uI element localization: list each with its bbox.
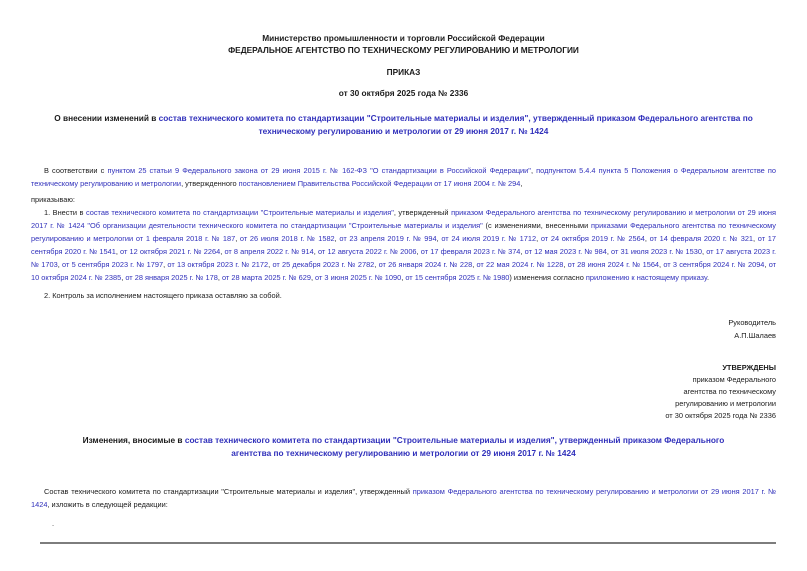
text-run: , — [764, 260, 769, 269]
text-run: 1. Внести в — [44, 208, 86, 217]
document-link[interactable]: от 26 июля 2018 г. № 1582 — [239, 234, 335, 243]
text-run: , — [659, 260, 664, 269]
approval-stamp: УТВЕРЖДЕНЫ — [722, 363, 776, 372]
text-run: , — [235, 234, 240, 243]
text-run: , — [313, 247, 318, 256]
text-run: , — [536, 234, 541, 243]
document-link[interactable]: от 12 августа 2022 г. № 2006 — [317, 247, 417, 256]
document-type: ПРИКАЗ — [386, 67, 421, 77]
agency-name: ФЕДЕРАЛЬНОЕ АГЕНТСТВО ПО ТЕХНИЧЕСКОМУ РЕГУЛИРОВАНИЮ И МЕТРОЛОГИИ — [228, 45, 579, 55]
text-run: , — [401, 273, 406, 282]
document-link[interactable]: от 25 декабря 2023 г. № 2782 — [272, 260, 375, 269]
annex-title — [31, 434, 776, 460]
document-date-number: от 30 октября 2025 года № 2336 — [338, 88, 469, 98]
text-run: , — [310, 273, 316, 282]
text-run: Состав технического комитета по стандартизации "Строительные материалы и изделия", утвержденный — [44, 487, 413, 496]
document-link[interactable]: от 31 июля 2023 г. № 1530 — [611, 247, 702, 256]
table-top-border — [40, 542, 776, 544]
text-run: , — [520, 179, 523, 188]
text-run: , — [374, 260, 379, 269]
document-link[interactable]: от 17 февраля 2023 г. № 374 — [420, 247, 521, 256]
text-run: , — [217, 273, 222, 282]
document-link[interactable]: от 10 октября 2024 г. № 2385 — [31, 260, 777, 282]
document-header — [31, 32, 776, 56]
text-run: , утвержденный — [393, 208, 452, 217]
text-run: , — [520, 247, 525, 256]
document-link[interactable]: приказом Федерального агентства по техническому регулированию и метрологии от 29 июня 2017 г. № 1424 "Об организации деятельности технического комитета по стандартизации "Строительные материалы и изделия" — [31, 208, 776, 230]
text-run: , утвержденного — [181, 179, 239, 188]
document-link[interactable]: от 22 мая 2024 г. № 1228 — [476, 260, 564, 269]
text-run: , — [121, 273, 126, 282]
document-link[interactable]: постановлением Правительства Российской Федерации от 17 июня 2004 г. № 294 — [238, 179, 521, 188]
text-run: , — [606, 247, 612, 256]
signature-block — [31, 316, 776, 342]
document-link[interactable]: от 28 марта 2025 г. № 629 — [221, 273, 311, 282]
document-link[interactable]: от 17 августа 2023 г. № 1703 — [31, 247, 777, 269]
order-word: приказываю: — [31, 195, 75, 204]
document-link[interactable]: от 26 января 2024 г. № 228 — [378, 260, 473, 269]
text-run: О внесении изменений в — [54, 113, 159, 123]
text-run: В соответствии с — [44, 166, 108, 175]
order-item-2: 2. Контроль за исполнением настоящего приказа оставляю за собой. — [44, 291, 282, 300]
annex-list-bullet: . — [52, 519, 55, 528]
text-run: (с изменениями, внесенными — [482, 221, 591, 230]
document-link[interactable]: от 13 октября 2023 г. № 2172 — [167, 260, 269, 269]
document-link[interactable]: состав технического комитета по стандартизации "Строительные материалы и изделия", утвержденный приказом Федерального агентства по техническому регулированию и метрологии от 29 июня 2017 г. № 1424 — [184, 435, 725, 458]
document-link[interactable]: от 23 апреля 2019 г. № 994 — [339, 234, 437, 243]
approval-block — [31, 362, 776, 422]
text-run: , — [163, 260, 168, 269]
approval-line: от 30 октября 2025 года № 2336 — [665, 411, 776, 420]
text-run: , — [334, 234, 340, 243]
document-link[interactable]: приказами Федерального агентства по техническому регулированию и метрологии от 1 февраля 2018 г. № 187 — [31, 221, 776, 243]
document-link[interactable]: от 8 апреля 2022 г. № 914 — [224, 247, 314, 256]
text-run: , — [436, 234, 442, 243]
text-run: , — [702, 247, 707, 256]
text-run: ) изменения согласно — [509, 273, 586, 282]
document-link[interactable]: от 5 сентября 2023 г. № 1797 — [62, 260, 164, 269]
text-run: , — [563, 260, 568, 269]
text-run: , — [753, 234, 758, 243]
document-link[interactable]: подпунктом 5.4.4 пункта 5 Положения о Федеральном агентстве по техническому регулированию и метрологии — [31, 166, 777, 188]
signer-position: Руководитель — [728, 318, 776, 327]
ministry-name: Министерство промышленности и торговли Российской Федерации — [262, 33, 545, 43]
text-run: , — [644, 234, 650, 243]
document-link[interactable]: от 24 июля 2019 г. № 1712 — [441, 234, 537, 243]
document-link[interactable]: от 17 сентября 2020 г. № 1541 — [31, 234, 777, 256]
signer-name: А.П.Шалаев — [734, 331, 776, 340]
text-run: , изложить в следующей редакции: — [47, 500, 168, 509]
text-run: , — [220, 247, 225, 256]
text-run: , — [115, 247, 121, 256]
document-link[interactable]: от 3 июня 2025 г. № 1090 — [315, 273, 402, 282]
document-link[interactable]: от 3 сентября 2024 г. № 2094 — [663, 260, 765, 269]
document-link[interactable]: от 15 сентября 2025 г. № 1980 — [405, 273, 510, 282]
text-run: , — [57, 260, 63, 269]
approval-line: регулированию и метрологии — [675, 399, 776, 408]
text-run: Изменения, вносимые в — [82, 435, 185, 445]
approval-line: приказом Федерального — [692, 375, 776, 384]
document-link[interactable]: приказом Федерального агентства по техническому регулированию и метрологии от 29 июня 2017 г. № 1424 — [31, 487, 777, 509]
document-link[interactable]: приложению к настоящему приказу — [585, 273, 707, 282]
document-title — [31, 112, 776, 138]
document-link[interactable]: состав технического комитета по стандартизации "Строительные материалы и изделия" — [85, 208, 394, 217]
text-run: , — [530, 166, 537, 175]
document-link[interactable]: от 14 февраля 2020 г. № 321 — [649, 234, 754, 243]
text-run: , — [472, 260, 477, 269]
order-item-1 — [31, 206, 776, 284]
document-link[interactable]: от 28 января 2025 г. № 178 — [125, 273, 218, 282]
text-run: . — [706, 273, 710, 282]
document-link[interactable]: от 24 октября 2019 г. № 2564 — [540, 234, 645, 243]
annex-paragraph — [31, 485, 776, 511]
text-run: , — [268, 260, 273, 269]
document-link[interactable]: от 28 июня 2024 г. № 1564 — [567, 260, 660, 269]
text-run: , — [416, 247, 421, 256]
approval-line: агентства по техническому — [683, 387, 776, 396]
document-link[interactable]: пунктом 25 статьи 9 Федерального закона от 29 июня 2015 г. № 162-ФЗ "О стандартизации в Российской Федерации" — [107, 166, 531, 175]
preamble-paragraph — [31, 164, 776, 190]
document-link[interactable]: от 12 мая 2023 г. № 984 — [524, 247, 607, 256]
document-link[interactable]: состав технического комитета по стандартизации "Строительные материалы и изделия", утвержденный приказом Федерального агентства по техническому регулированию и метрологии от 29 июня 2017 г. № 1424 — [158, 113, 753, 136]
document-link[interactable]: от 12 октября 2021 г. № 2264 — [120, 247, 221, 256]
